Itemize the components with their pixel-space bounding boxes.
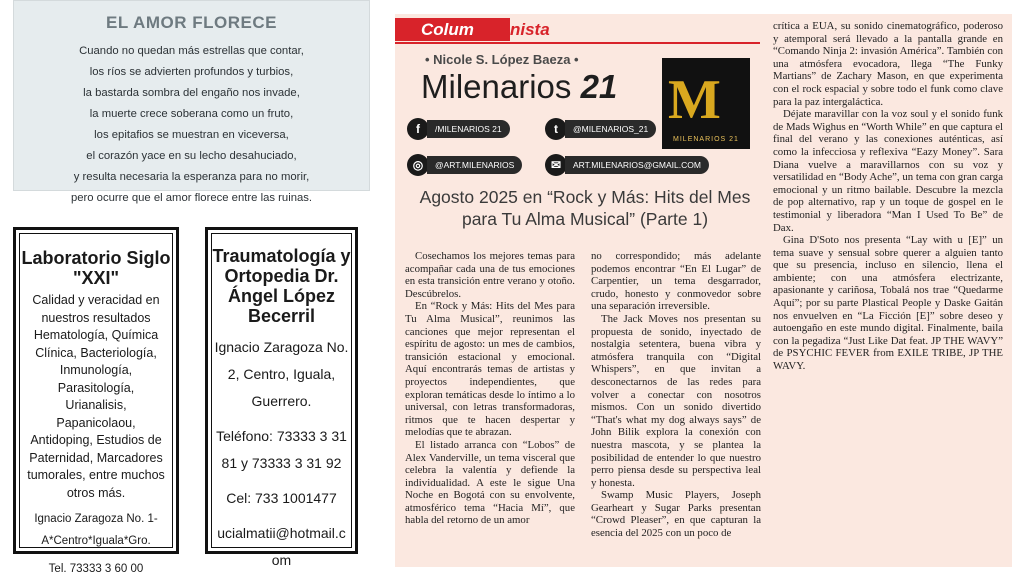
poem-line: la bastarda sombra del engaño nos invade,	[83, 87, 300, 99]
ad-lab-phone: Tel. 73333 3 60 00	[48, 563, 144, 575]
poem-line: pero ocurre que el amor florece entre las ruinas.	[70, 192, 313, 204]
article-headline: Agosto 2025 en “Rock y Más: Hits del Mes para Tu Alma Musical” (Parte 1)	[419, 187, 751, 229]
poem-line: y resulta necesaria la esperanza para no morir,	[73, 171, 310, 183]
instagram-link[interactable]	[407, 154, 522, 176]
ad-trauma-title: Traumatología y Ortopedia Dr. Ángel López Becerril	[212, 246, 351, 326]
paragraph: Swamp Music Players, Joseph Gearheart y Sugar Parks presentan “Crowd Pleaser”, en que capturan la esencia del 2025 con un poco de	[591, 489, 761, 540]
paragraph: Cosechamos los mejores temas para acompañar cada una de tus emociones en esta transición entre verano y otoño. Descúbrelos.	[405, 250, 575, 300]
poem-box	[13, 0, 370, 204]
article-column-3	[773, 20, 1003, 373]
column-article	[395, 14, 1012, 567]
logo-letter: M	[668, 69, 721, 131]
email-link[interactable]	[545, 154, 709, 176]
facebook-link[interactable]	[407, 118, 510, 140]
author-name: • Nicole S. López Baeza •	[425, 52, 579, 67]
paragraph: En “Rock y Más: Hits del Mes para Tu Alma Musical”, reunimos las canciones que mejor representan el espíritu de agosto: un mes de cambios, transición estacional y emocional. Aquí encontrarás temas de artistas y proyectos independientes, que exploran temáticas desde lo íntimo a lo universal, con letras transformadoras, ritmos que te hacen despertar y melodías que te abrazan.	[405, 300, 575, 439]
logo-text: MILENARIOS 21	[673, 136, 739, 143]
paragraph: The Jack Moves nos presentan su propuesta de sonido, inyectado de nostalgia setentera, buena vibra y atmósfera tranquila con “Digital Whispers”, en que invitan a desconectarnos de las redes para volver a conectar con nosotros mismos. Con un sonido divertido “That's what my dog always says” de John Bilik explora la conexión con nuestra mascota, y se plantea la posibilidad de entender lo que nuestro perro piensa desde su perspectiva leal y honesta.	[591, 312, 761, 489]
twitter-icon: t	[545, 118, 567, 140]
poem-line: el corazón yace en su lecho desahuciado,	[86, 150, 297, 162]
columnista-badge: Colum	[395, 18, 510, 41]
ad-lab-address: Ignacio Zaragoza No. 1-A*Centro*Iguala*Gro.	[34, 513, 158, 547]
ad-laboratorio	[13, 227, 179, 575]
paragraph: Gina D'Soto nos presenta “Lay with u [E]” un tema suave y sensual sobre querer a alguien tanto que su presencia, incluso en silencio, llena el ambiente; con una atmósfera electrizante, apasionante y cariñosa, Tobalá nos trae “Quedarme Aquí”; por su parte Plastical People y Daske Gaitán nos envuelven en “La Ficción [E]” sobre deseo y autoengaño en este mundo digital. Finalmente, baila con la pegadiza “Just Like Dat feat. JP THE WAVY” de PSYCHIC FEVER from EXILE TRIBE, JP THE WAVY.	[773, 234, 1003, 373]
instagram-label: @ART.MILENARIOS	[427, 156, 522, 174]
poem-title: EL AMOR FLORECE	[106, 13, 277, 32]
ad-traumatologia	[205, 227, 358, 568]
header-rule	[395, 42, 760, 44]
brand-main: Milenarios	[421, 68, 572, 105]
paragraph: El listado arranca con “Lobos” de Alex Vanderville, un tema visceral que celebra la valentía y defiende la individualidad. A este le sigue Una Noche en Bogotá con su envolvente, atmosférico tema “Hacia Mí”, que habla del retorno de un amor	[405, 438, 575, 527]
poem-line: Cuando no quedan más estrellas que contar,	[79, 45, 304, 57]
brand-num: 21	[580, 68, 618, 105]
poem-line: la muerte crece soberana como un fruto,	[89, 108, 294, 120]
milenarios-logo	[662, 58, 750, 149]
poem-lines	[14, 41, 369, 209]
facebook-label: /MILENARIOS 21	[427, 120, 510, 138]
ad-trauma-address: Ignacio Zaragoza No. 2, Centro, Iguala, Guerrero.	[214, 339, 349, 409]
paragraph: no correspondido; más adelante podemos encontrar “En El Lugar” de Carpentier, un tema desgarrador, crudo, honesto y conmovedor sobre una separación irreversible.	[591, 250, 761, 313]
twitter-label: @MILENARIOS_21	[565, 120, 656, 138]
facebook-icon: f	[407, 118, 429, 140]
columnista-badge-rest: nista	[510, 20, 550, 39]
ad-lab-title: Laboratorio Siglo "XXI"	[21, 248, 171, 288]
ad-trauma-email: ucialmatii@hotmail.com	[217, 525, 346, 568]
paragraph: crítica a EUA, su sonido cinematográfico, poderoso y atemporal será llevado a la pantalla grande en “Comando Ninja 2: invasión América”. También con una atmósfera evocadora, llega “The Funky Martians” de Zachary Mason, en que experimenta con el rock espacial y sobre todo el funk como clave para la paz intergaláctica.	[773, 20, 1003, 108]
brand-title	[421, 68, 617, 106]
ad-trauma-cel: Cel: 733 1001477	[226, 490, 337, 506]
article-column-1	[405, 250, 575, 527]
mail-icon: ✉	[545, 154, 567, 176]
article-column-2	[591, 250, 761, 540]
email-label: ART.MILENARIOS@GMAIL.COM	[565, 156, 709, 174]
ad-trauma-phone: Teléfono: 73333 3 31 81 y 73333 3 31 92	[216, 428, 347, 471]
ad-lab-body: Calidad y veracidad en nuestros resultados Hematología, Química Clínica, Bacteriología, Inmunología, Parasitología, Urianalisis, Papanicolaou, Antidoping, Estudios de Paternidad, Marcadores tumorales, entre muchos otros más.	[27, 293, 165, 500]
paragraph: Déjate maravillar con la voz soul y el sonido funk de Mads Wighus en “Worth While” en que captura el final del verano y las conexiones auténticas, así como la infecciosa y reflexiva “Eazy Money”. Sara Diana vuelve a maravillarnos con su voz y versatilidad en “Body Ache”, un tema con gran carga emocional y un ritmo bailable. Descubre la mezcla de pop alternativo, rap y un toque de gospel en le testimonial y liberadora “Man I Used To Be” de Dax.	[773, 108, 1003, 234]
poem-line: los epitafios se muestran en viceversa,	[94, 129, 289, 141]
instagram-icon: ◎	[407, 154, 429, 176]
twitter-link[interactable]	[545, 118, 656, 140]
poem-line: los ríos se advierten profundos y turbios,	[89, 66, 294, 78]
